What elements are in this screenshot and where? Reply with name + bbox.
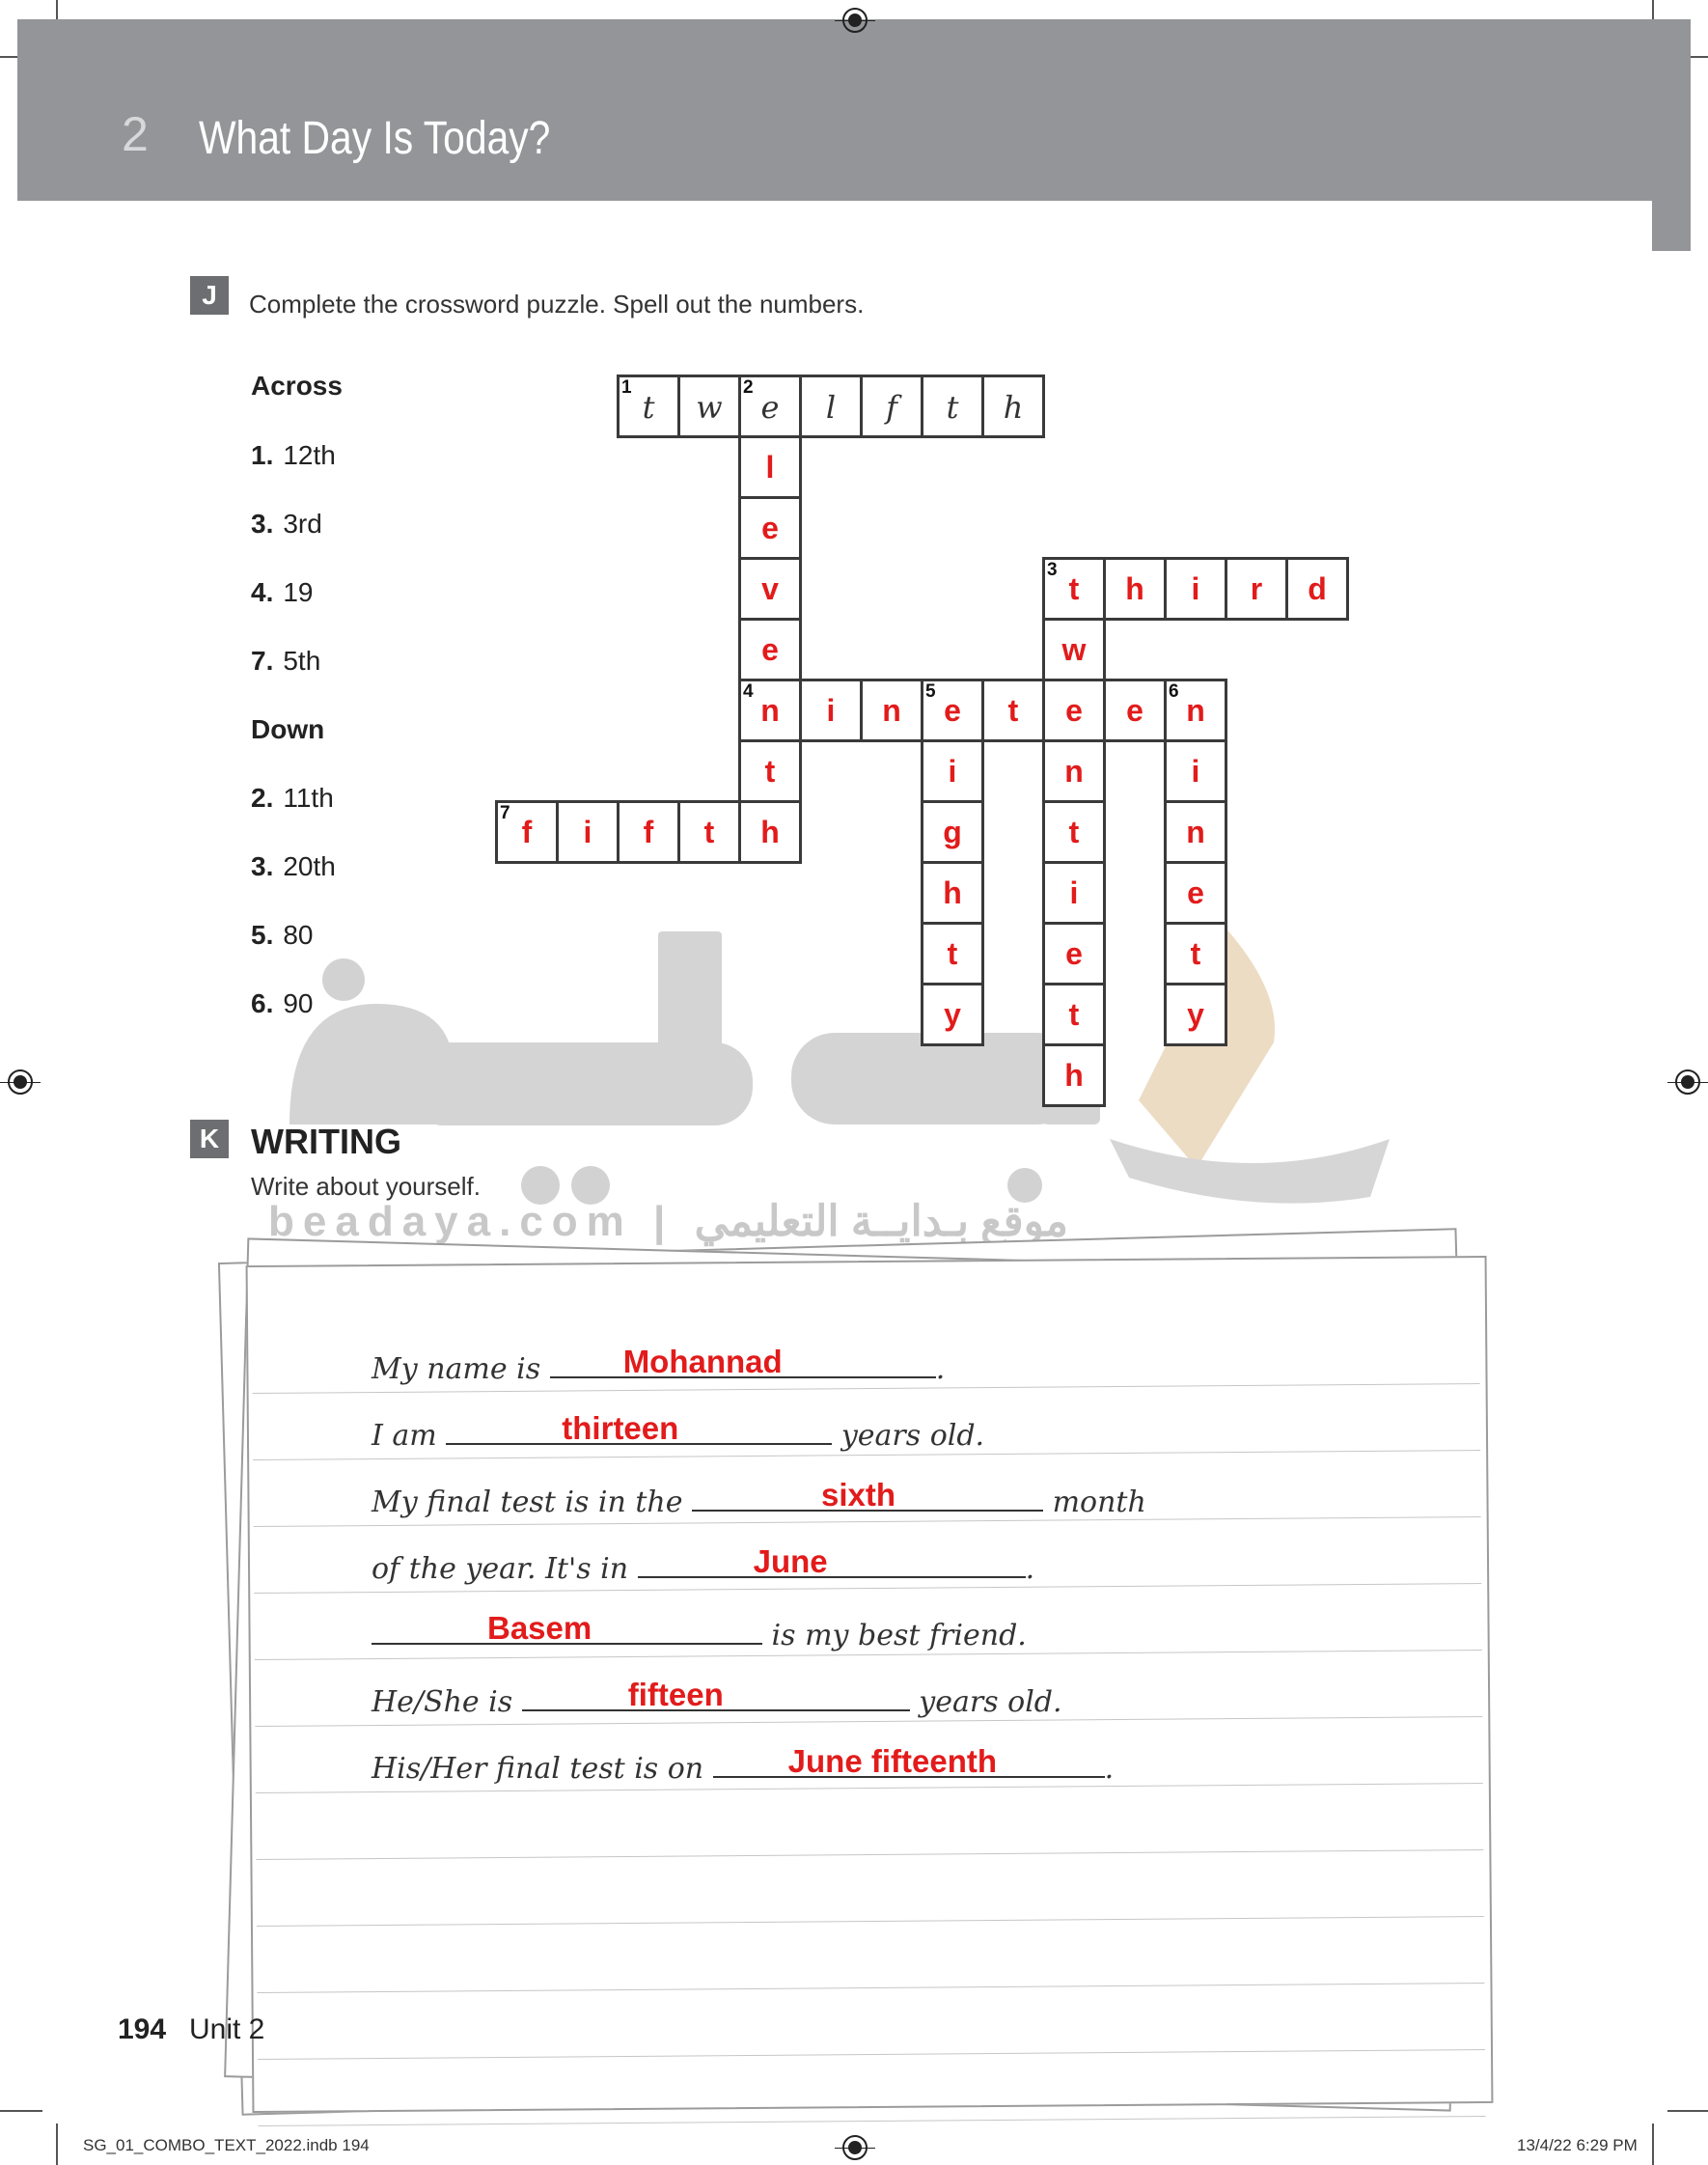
crossword-cell[interactable] bbox=[1042, 922, 1106, 985]
crossword-cell[interactable] bbox=[1164, 800, 1227, 864]
ruled-line bbox=[259, 2116, 1486, 2126]
crossword-letter: t bbox=[946, 389, 959, 426]
crossword-letter: i bbox=[1191, 571, 1200, 606]
crossword-cell[interactable] bbox=[1164, 557, 1227, 621]
crossword-cell[interactable] bbox=[617, 375, 680, 438]
clue-across: 4. 19 bbox=[251, 577, 314, 607]
clue-across: 1. 12th bbox=[251, 440, 336, 470]
crossword-letter: l bbox=[765, 450, 775, 485]
crossword-cell[interactable] bbox=[799, 679, 863, 742]
crossword-cell[interactable] bbox=[738, 435, 802, 499]
writing-line: Basem is my best friend. bbox=[372, 1614, 1027, 1652]
crossword-letter: h bbox=[1125, 571, 1144, 606]
crossword-cell[interactable] bbox=[738, 800, 802, 864]
crossword-letter: t bbox=[1007, 693, 1019, 728]
crossword-cell[interactable] bbox=[1042, 679, 1106, 742]
crossword-letter: l bbox=[825, 389, 837, 426]
crop-mark bbox=[1667, 2110, 1708, 2112]
crossword-cell[interactable] bbox=[921, 739, 984, 803]
crossword-letter: w bbox=[696, 389, 723, 426]
clue-number: 3 bbox=[1047, 560, 1058, 580]
writing-line: My name is Mohannad . bbox=[372, 1344, 946, 1386]
crossword-cell[interactable] bbox=[921, 861, 984, 925]
crossword-cell[interactable] bbox=[495, 800, 559, 864]
crossword-letter: n bbox=[1064, 754, 1084, 789]
crossword-cell[interactable] bbox=[1164, 922, 1227, 985]
crossword-letter: i bbox=[826, 693, 836, 728]
clue-down: 5. 80 bbox=[251, 920, 314, 950]
crop-mark bbox=[56, 2123, 58, 2165]
crossword-cell[interactable] bbox=[738, 739, 802, 803]
crossword-letter: n bbox=[760, 693, 780, 728]
ruled-line bbox=[257, 1916, 1484, 1927]
section-badge-j: J bbox=[190, 276, 229, 315]
crossword-cell[interactable] bbox=[981, 679, 1045, 742]
crossword-letter: i bbox=[948, 754, 957, 789]
clue-number: 7 bbox=[500, 803, 510, 823]
ruled-line bbox=[258, 2049, 1485, 2060]
answer-text: Mohannad bbox=[622, 1344, 783, 1379]
crossword-letter: i bbox=[1069, 875, 1079, 910]
crossword-cell[interactable] bbox=[738, 679, 802, 742]
crossword-cell[interactable] bbox=[921, 800, 984, 864]
crossword-letter: t bbox=[764, 754, 776, 789]
crossword-cell[interactable] bbox=[1042, 618, 1106, 681]
crossword-letter: d bbox=[1308, 571, 1327, 606]
answer-text: June fifteenth bbox=[787, 1743, 997, 1779]
answer-blank[interactable] bbox=[372, 1610, 762, 1646]
crossword-cell[interactable] bbox=[860, 375, 923, 438]
answer-text: Basem bbox=[487, 1610, 592, 1646]
crossword-cell[interactable] bbox=[1042, 983, 1106, 1046]
writing-line: He/She is fifteen years old. bbox=[372, 1677, 1062, 1719]
unit-label: Unit 2 bbox=[189, 2013, 265, 2045]
crossword-cell[interactable] bbox=[1042, 800, 1106, 864]
answer-blank[interactable] bbox=[713, 1743, 1105, 1779]
registration-mark-icon bbox=[842, 2135, 868, 2160]
answer-text: fifteen bbox=[627, 1677, 724, 1712]
crossword-letter: i bbox=[1191, 754, 1200, 789]
crossword-letter: h bbox=[1003, 389, 1024, 426]
crossword-cell[interactable] bbox=[1285, 557, 1349, 621]
crossword-letter: e bbox=[1187, 875, 1204, 910]
file-slug: SG_01_COMBO_TEXT_2022.indb 194 bbox=[83, 2136, 370, 2154]
clue-across: 7. 5th bbox=[251, 646, 321, 676]
across-heading: Across bbox=[251, 371, 343, 401]
answer-text: thirteen bbox=[562, 1410, 679, 1446]
page-title: What Day Is Today? bbox=[199, 113, 551, 164]
crossword-letter: n bbox=[882, 693, 901, 728]
section-k-instruction: Write about yourself. bbox=[251, 1172, 481, 1201]
clue-down: 3. 20th bbox=[251, 851, 336, 881]
crossword-letter: r bbox=[1250, 571, 1263, 606]
crossword-cell[interactable] bbox=[677, 800, 741, 864]
crossword-cell[interactable] bbox=[921, 679, 984, 742]
crossword-cell[interactable] bbox=[1225, 557, 1288, 621]
crossword-cell[interactable] bbox=[860, 679, 923, 742]
crossword-letter: e bbox=[761, 511, 779, 545]
clue-number: 5 bbox=[925, 681, 936, 702]
crossword-letter: g bbox=[943, 815, 962, 849]
crossword-letter: t bbox=[947, 936, 958, 971]
crossword-cell[interactable] bbox=[1164, 983, 1227, 1046]
crossword-letter: f bbox=[643, 815, 654, 849]
crossword-letter: h bbox=[760, 815, 780, 849]
crossword-letter: y bbox=[1187, 997, 1204, 1032]
crossword-letter: i bbox=[583, 815, 592, 849]
crossword-letter: e bbox=[760, 389, 780, 426]
clue-number: 2 bbox=[743, 377, 754, 398]
watermark-text: beadaya.com | موقع بـدايــة التعليمي bbox=[268, 1198, 1068, 1245]
section-j-instruction: Complete the crossword puzzle. Spell out the numbers. bbox=[249, 290, 865, 319]
crossword-cell[interactable] bbox=[921, 375, 984, 438]
crossword-letter: f bbox=[886, 389, 897, 426]
answer-blank[interactable] bbox=[638, 1543, 1026, 1579]
crossword-cell[interactable] bbox=[1164, 739, 1227, 803]
page-number: 194 bbox=[118, 2013, 167, 2045]
clue-across: 3. 3rd bbox=[251, 509, 322, 539]
down-heading: Down bbox=[251, 714, 325, 744]
crossword-cell[interactable] bbox=[1042, 1043, 1106, 1107]
writing-line: I am thirteen years old. bbox=[372, 1410, 985, 1453]
crossword-letter: h bbox=[1064, 1058, 1084, 1093]
clue-number: 4 bbox=[743, 681, 754, 702]
crossword-letter: v bbox=[761, 571, 779, 606]
crossword-letter: y bbox=[944, 997, 961, 1032]
crossword-letter: t bbox=[1068, 997, 1080, 1032]
crossword-cell[interactable] bbox=[1164, 679, 1227, 742]
crossword-letter: w bbox=[1061, 632, 1087, 667]
crossword-letter: h bbox=[943, 875, 962, 910]
crossword-letter: f bbox=[521, 815, 533, 849]
unit-number: 2 bbox=[122, 107, 149, 161]
crossword-letter: n bbox=[1186, 693, 1205, 728]
crossword-letter: t bbox=[1190, 936, 1201, 971]
clue-down: 6. 90 bbox=[251, 988, 314, 1018]
crossword-cell[interactable] bbox=[921, 922, 984, 985]
answer-text: sixth bbox=[821, 1477, 896, 1513]
section-badge-k: K bbox=[190, 1120, 229, 1158]
clue-number: 6 bbox=[1169, 681, 1179, 702]
section-k-heading: WRITING bbox=[251, 1122, 401, 1161]
crossword-cell[interactable] bbox=[921, 983, 984, 1046]
crossword-letter: t bbox=[1068, 571, 1080, 606]
crossword-letter: t bbox=[642, 389, 655, 426]
crossword-cell[interactable] bbox=[738, 375, 802, 438]
clue-down: 2. 11th bbox=[251, 783, 334, 813]
writing-line: My final test is in the sixth month bbox=[372, 1477, 1146, 1519]
crossword-cell[interactable] bbox=[1042, 739, 1106, 803]
crossword-cell[interactable] bbox=[1164, 861, 1227, 925]
ruled-line bbox=[256, 1849, 1483, 1860]
print-timestamp: 13/4/22 6:29 PM bbox=[1517, 2136, 1638, 2154]
crossword-cell[interactable] bbox=[1042, 557, 1106, 621]
ruled-line bbox=[257, 1983, 1484, 1993]
crossword-cell[interactable] bbox=[981, 375, 1045, 438]
crossword-cell[interactable] bbox=[677, 375, 741, 438]
crossword-letter: e bbox=[1065, 693, 1083, 728]
writing-line: His/Her final test is on June fifteenth . bbox=[372, 1743, 1115, 1786]
crossword-letter: e bbox=[1126, 693, 1143, 728]
crossword-cell[interactable] bbox=[1103, 679, 1167, 742]
crossword-cell[interactable] bbox=[617, 800, 680, 864]
answer-blank[interactable] bbox=[692, 1477, 1043, 1513]
crossword-cell[interactable] bbox=[738, 557, 802, 621]
crossword-cell[interactable] bbox=[556, 800, 620, 864]
crossword-cell[interactable] bbox=[1042, 861, 1106, 925]
crossword-letter: e bbox=[1065, 936, 1083, 971]
crossword-letter: e bbox=[761, 632, 779, 667]
crossword-letter: t bbox=[1068, 815, 1080, 849]
writing-line: of the year. It's in June . bbox=[372, 1543, 1035, 1586]
crossword-cell[interactable] bbox=[738, 496, 802, 560]
answer-blank[interactable] bbox=[522, 1677, 910, 1712]
crop-mark bbox=[1652, 2123, 1654, 2165]
answer-text: June bbox=[753, 1543, 828, 1579]
crossword-cell[interactable] bbox=[1103, 557, 1167, 621]
crop-mark bbox=[0, 2110, 42, 2112]
crossword-letter: e bbox=[944, 693, 961, 728]
crossword-letter: t bbox=[703, 815, 715, 849]
crossword-letter: n bbox=[1186, 815, 1205, 849]
crossword-cell[interactable] bbox=[799, 375, 863, 438]
clue-number: 1 bbox=[621, 377, 632, 398]
crossword-cell[interactable] bbox=[738, 618, 802, 681]
